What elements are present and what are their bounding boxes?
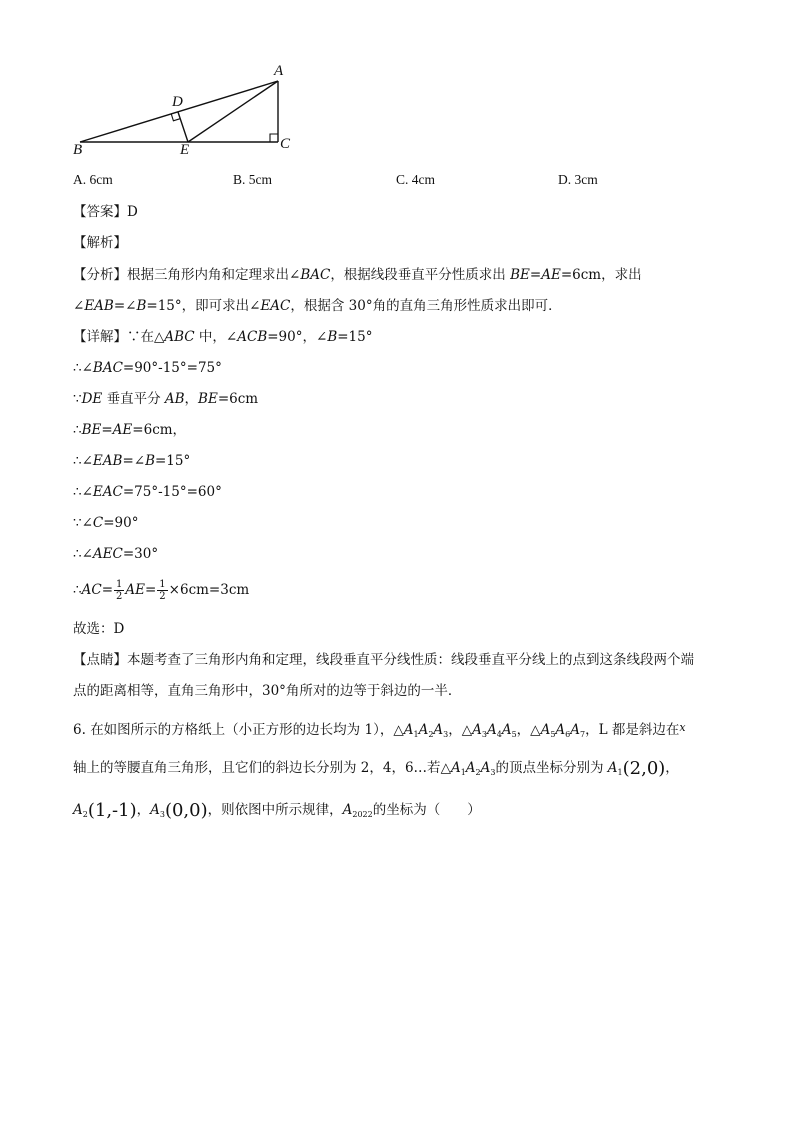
question-number: 6. bbox=[73, 722, 86, 738]
var-a: A bbox=[433, 722, 444, 738]
detail-text: ∵∠ bbox=[73, 515, 93, 531]
right-angle-mark-c bbox=[270, 134, 278, 142]
var-a: A bbox=[570, 722, 580, 738]
subscript: 3 bbox=[481, 730, 487, 739]
detail-text: =6cm bbox=[217, 391, 259, 407]
detail-text: =15° bbox=[154, 453, 191, 469]
detail-var: AEC bbox=[92, 546, 123, 562]
detail-line-3 bbox=[73, 390, 258, 408]
detail-var: AC bbox=[81, 582, 102, 598]
option-a[interactable]: A. 6cm bbox=[73, 172, 113, 187]
detail-text: =75°-15°=60° bbox=[122, 484, 222, 500]
q6-text: ，则依图中所示规律， bbox=[207, 802, 343, 818]
subscript: 4 bbox=[496, 730, 502, 739]
detail-text: ∴∠ bbox=[73, 484, 93, 500]
fenxi-text: ∠ bbox=[73, 298, 85, 314]
detail-var: BE bbox=[198, 391, 218, 407]
var-a: A bbox=[555, 722, 566, 738]
detail-text: 中，∠ bbox=[194, 329, 238, 345]
var-a: A bbox=[472, 722, 482, 738]
option-b[interactable]: B. 5cm bbox=[233, 172, 272, 187]
fraction-half bbox=[157, 579, 167, 602]
label-e: E bbox=[180, 142, 190, 158]
subscript: 3 bbox=[490, 768, 496, 777]
q6-text: 的顶点坐标分别为 bbox=[495, 760, 604, 776]
dianjing-text: 本题考查了三角形内角和定理，线段垂直平分线性质：线段垂直平分线上的点到这条线段两个端 bbox=[127, 652, 694, 668]
detail-text: =∠ bbox=[122, 453, 146, 469]
var-a: A bbox=[540, 722, 551, 738]
var-a: A bbox=[465, 760, 476, 776]
q6-line-3 bbox=[73, 799, 481, 826]
detail-var: ACB bbox=[237, 329, 268, 345]
var-a: A bbox=[501, 722, 512, 738]
var-a: A bbox=[73, 802, 83, 818]
detail-text: ∵在△ bbox=[127, 329, 165, 345]
subscript: 2022 bbox=[352, 810, 373, 819]
detail-line-9 bbox=[73, 577, 249, 603]
var-a: A bbox=[342, 802, 353, 818]
detail-var: B bbox=[327, 329, 338, 345]
detail-text: =90°-15°=75° bbox=[122, 360, 222, 376]
detail-text: =90°，∠ bbox=[267, 329, 328, 345]
fenxi-text: =6cm，求出 bbox=[560, 267, 642, 283]
coordinate-a3: (0,0) bbox=[164, 800, 208, 821]
answer-tag: 【答案】 bbox=[73, 204, 127, 220]
q6-text: 在如图所示的方格纸上（小正方形的边长均为 1）， bbox=[90, 722, 394, 738]
subscript: 7 bbox=[580, 730, 586, 739]
dianjing-tag: 【点睛】 bbox=[73, 652, 127, 668]
fenxi-line-1 bbox=[73, 266, 642, 284]
subscript: 3 bbox=[159, 810, 165, 819]
label-b: B bbox=[73, 142, 83, 158]
coordinate-a1: (2,0) bbox=[622, 758, 666, 779]
var-a: A bbox=[480, 760, 491, 776]
subscript: 2 bbox=[82, 810, 88, 819]
detail-text: ×6cm=3cm bbox=[168, 582, 250, 598]
detail-var: BAC bbox=[92, 360, 123, 376]
fenxi-var: EAC bbox=[260, 298, 291, 314]
segment-de bbox=[178, 112, 188, 142]
fenxi-text: 根据三角形内角和定理求出∠ bbox=[127, 267, 301, 283]
detail-text: ∴∠ bbox=[73, 546, 93, 562]
detail-line-6 bbox=[73, 483, 222, 501]
q6-line-1 bbox=[73, 717, 686, 746]
fraction-denominator: 2 bbox=[159, 591, 166, 602]
q6-text: 都是斜边在 bbox=[611, 722, 680, 738]
subscript: 5 bbox=[550, 730, 556, 739]
subscript: 1 bbox=[413, 730, 419, 739]
fenxi-tag: 【分析】 bbox=[73, 267, 127, 283]
detail-text: =90° bbox=[103, 515, 139, 531]
var-a: A bbox=[150, 802, 160, 818]
detail-var: BE=AE bbox=[81, 422, 133, 438]
triangle-symbol: △ bbox=[393, 722, 404, 738]
subscript: 3 bbox=[443, 730, 449, 739]
label-a: A bbox=[274, 63, 284, 79]
detail-text: 垂直平分 bbox=[102, 391, 165, 407]
detail-line-7 bbox=[73, 514, 139, 532]
detail-var: ABC bbox=[164, 329, 195, 345]
detail-text: ∴ bbox=[73, 422, 82, 438]
var-x: x bbox=[679, 721, 686, 734]
subscript: 5 bbox=[511, 730, 517, 739]
fenxi-var: EAB bbox=[84, 298, 114, 314]
choose-line: 故选：D bbox=[73, 621, 125, 637]
dianjing-line-2: 点的距离相等，直角三角形中，30°角所对的边等于斜边的一半． bbox=[73, 683, 462, 699]
q6-text: 的坐标为（ ） bbox=[372, 802, 481, 818]
detail-line-2 bbox=[73, 359, 222, 377]
option-c[interactable]: C. 4cm bbox=[396, 172, 435, 187]
label-d: D bbox=[172, 94, 183, 110]
detail-line-8 bbox=[73, 545, 158, 563]
subscript: 1 bbox=[617, 768, 623, 777]
fenxi-var: B bbox=[136, 298, 147, 314]
subscript: 1 bbox=[460, 768, 466, 777]
subscript: 6 bbox=[565, 730, 571, 739]
var-a: A bbox=[450, 760, 461, 776]
var-a: A bbox=[607, 760, 618, 776]
segment-ae bbox=[188, 81, 278, 142]
detail-text: =30° bbox=[122, 546, 159, 562]
detail-var: C bbox=[92, 515, 104, 531]
segment-ab bbox=[80, 81, 278, 142]
fenxi-text: ，根据线段垂直平分性质求出 bbox=[330, 267, 511, 283]
fraction-denominator: 2 bbox=[116, 591, 123, 602]
detail-line-5 bbox=[73, 452, 190, 470]
dianjing-line-1 bbox=[73, 651, 694, 669]
detail-var: EAC bbox=[92, 484, 123, 500]
answer-line bbox=[73, 203, 138, 221]
detail-tag: 【详解】 bbox=[73, 329, 127, 345]
detail-var: AE bbox=[125, 582, 145, 598]
coordinate-a2: (1,-1) bbox=[87, 800, 137, 821]
fraction-numerator: 1 bbox=[159, 579, 166, 590]
fenxi-var: BE=AE bbox=[510, 267, 561, 283]
fraction-half bbox=[114, 579, 124, 602]
detail-line-4 bbox=[73, 421, 186, 439]
triangle-symbol: △ bbox=[461, 722, 473, 738]
detail-text: = bbox=[101, 582, 113, 598]
detail-text: ∵ bbox=[73, 391, 82, 407]
var-a: A bbox=[418, 722, 429, 738]
detail-var: DE bbox=[81, 391, 103, 407]
q6-text: ， bbox=[665, 760, 679, 776]
detail-line-1 bbox=[73, 328, 372, 346]
var-a: A bbox=[486, 722, 497, 738]
answer-value: D bbox=[127, 204, 138, 220]
detail-text: =15° bbox=[337, 329, 373, 345]
triangle-symbol: △ bbox=[530, 722, 541, 738]
subscript: 2 bbox=[475, 768, 481, 777]
q6-text: ， bbox=[448, 722, 462, 738]
fraction-numerator: 1 bbox=[116, 579, 123, 590]
q6-line-2 bbox=[73, 757, 679, 784]
detail-var: EAB bbox=[92, 453, 123, 469]
ellipsis-symbol: L bbox=[598, 722, 608, 738]
q6-text: 轴上的等腰直角三角形，且它们的斜边长分别为 2，4，6…若 bbox=[73, 760, 441, 776]
analysis-tag: 【解析】 bbox=[73, 235, 127, 251]
detail-var: B bbox=[145, 453, 155, 469]
detail-var: AB bbox=[164, 391, 185, 407]
fenxi-text: ，根据含 30°角的直角三角形性质求出即可． bbox=[290, 298, 562, 314]
fenxi-text: =∠ bbox=[113, 298, 137, 314]
fenxi-text: =15°，即可求出∠ bbox=[146, 298, 261, 314]
detail-text: ∴∠ bbox=[73, 453, 93, 469]
subscript: 2 bbox=[428, 730, 434, 739]
label-c: C bbox=[280, 136, 291, 152]
detail-text: ， bbox=[184, 391, 199, 407]
detail-text: = bbox=[144, 582, 157, 598]
triangle-symbol: △ bbox=[440, 760, 451, 776]
detail-text: ∴ bbox=[73, 582, 82, 598]
q6-text: ， bbox=[585, 722, 599, 738]
q6-text: ， bbox=[516, 722, 531, 738]
fenxi-line-2 bbox=[73, 297, 562, 315]
detail-text: =6cm， bbox=[132, 422, 187, 438]
option-d[interactable]: D. 3cm bbox=[558, 172, 598, 187]
detail-text: ∴∠ bbox=[73, 360, 93, 376]
q6-text: ， bbox=[136, 802, 151, 818]
var-a: A bbox=[403, 722, 414, 738]
fenxi-var: BAC bbox=[300, 267, 331, 283]
